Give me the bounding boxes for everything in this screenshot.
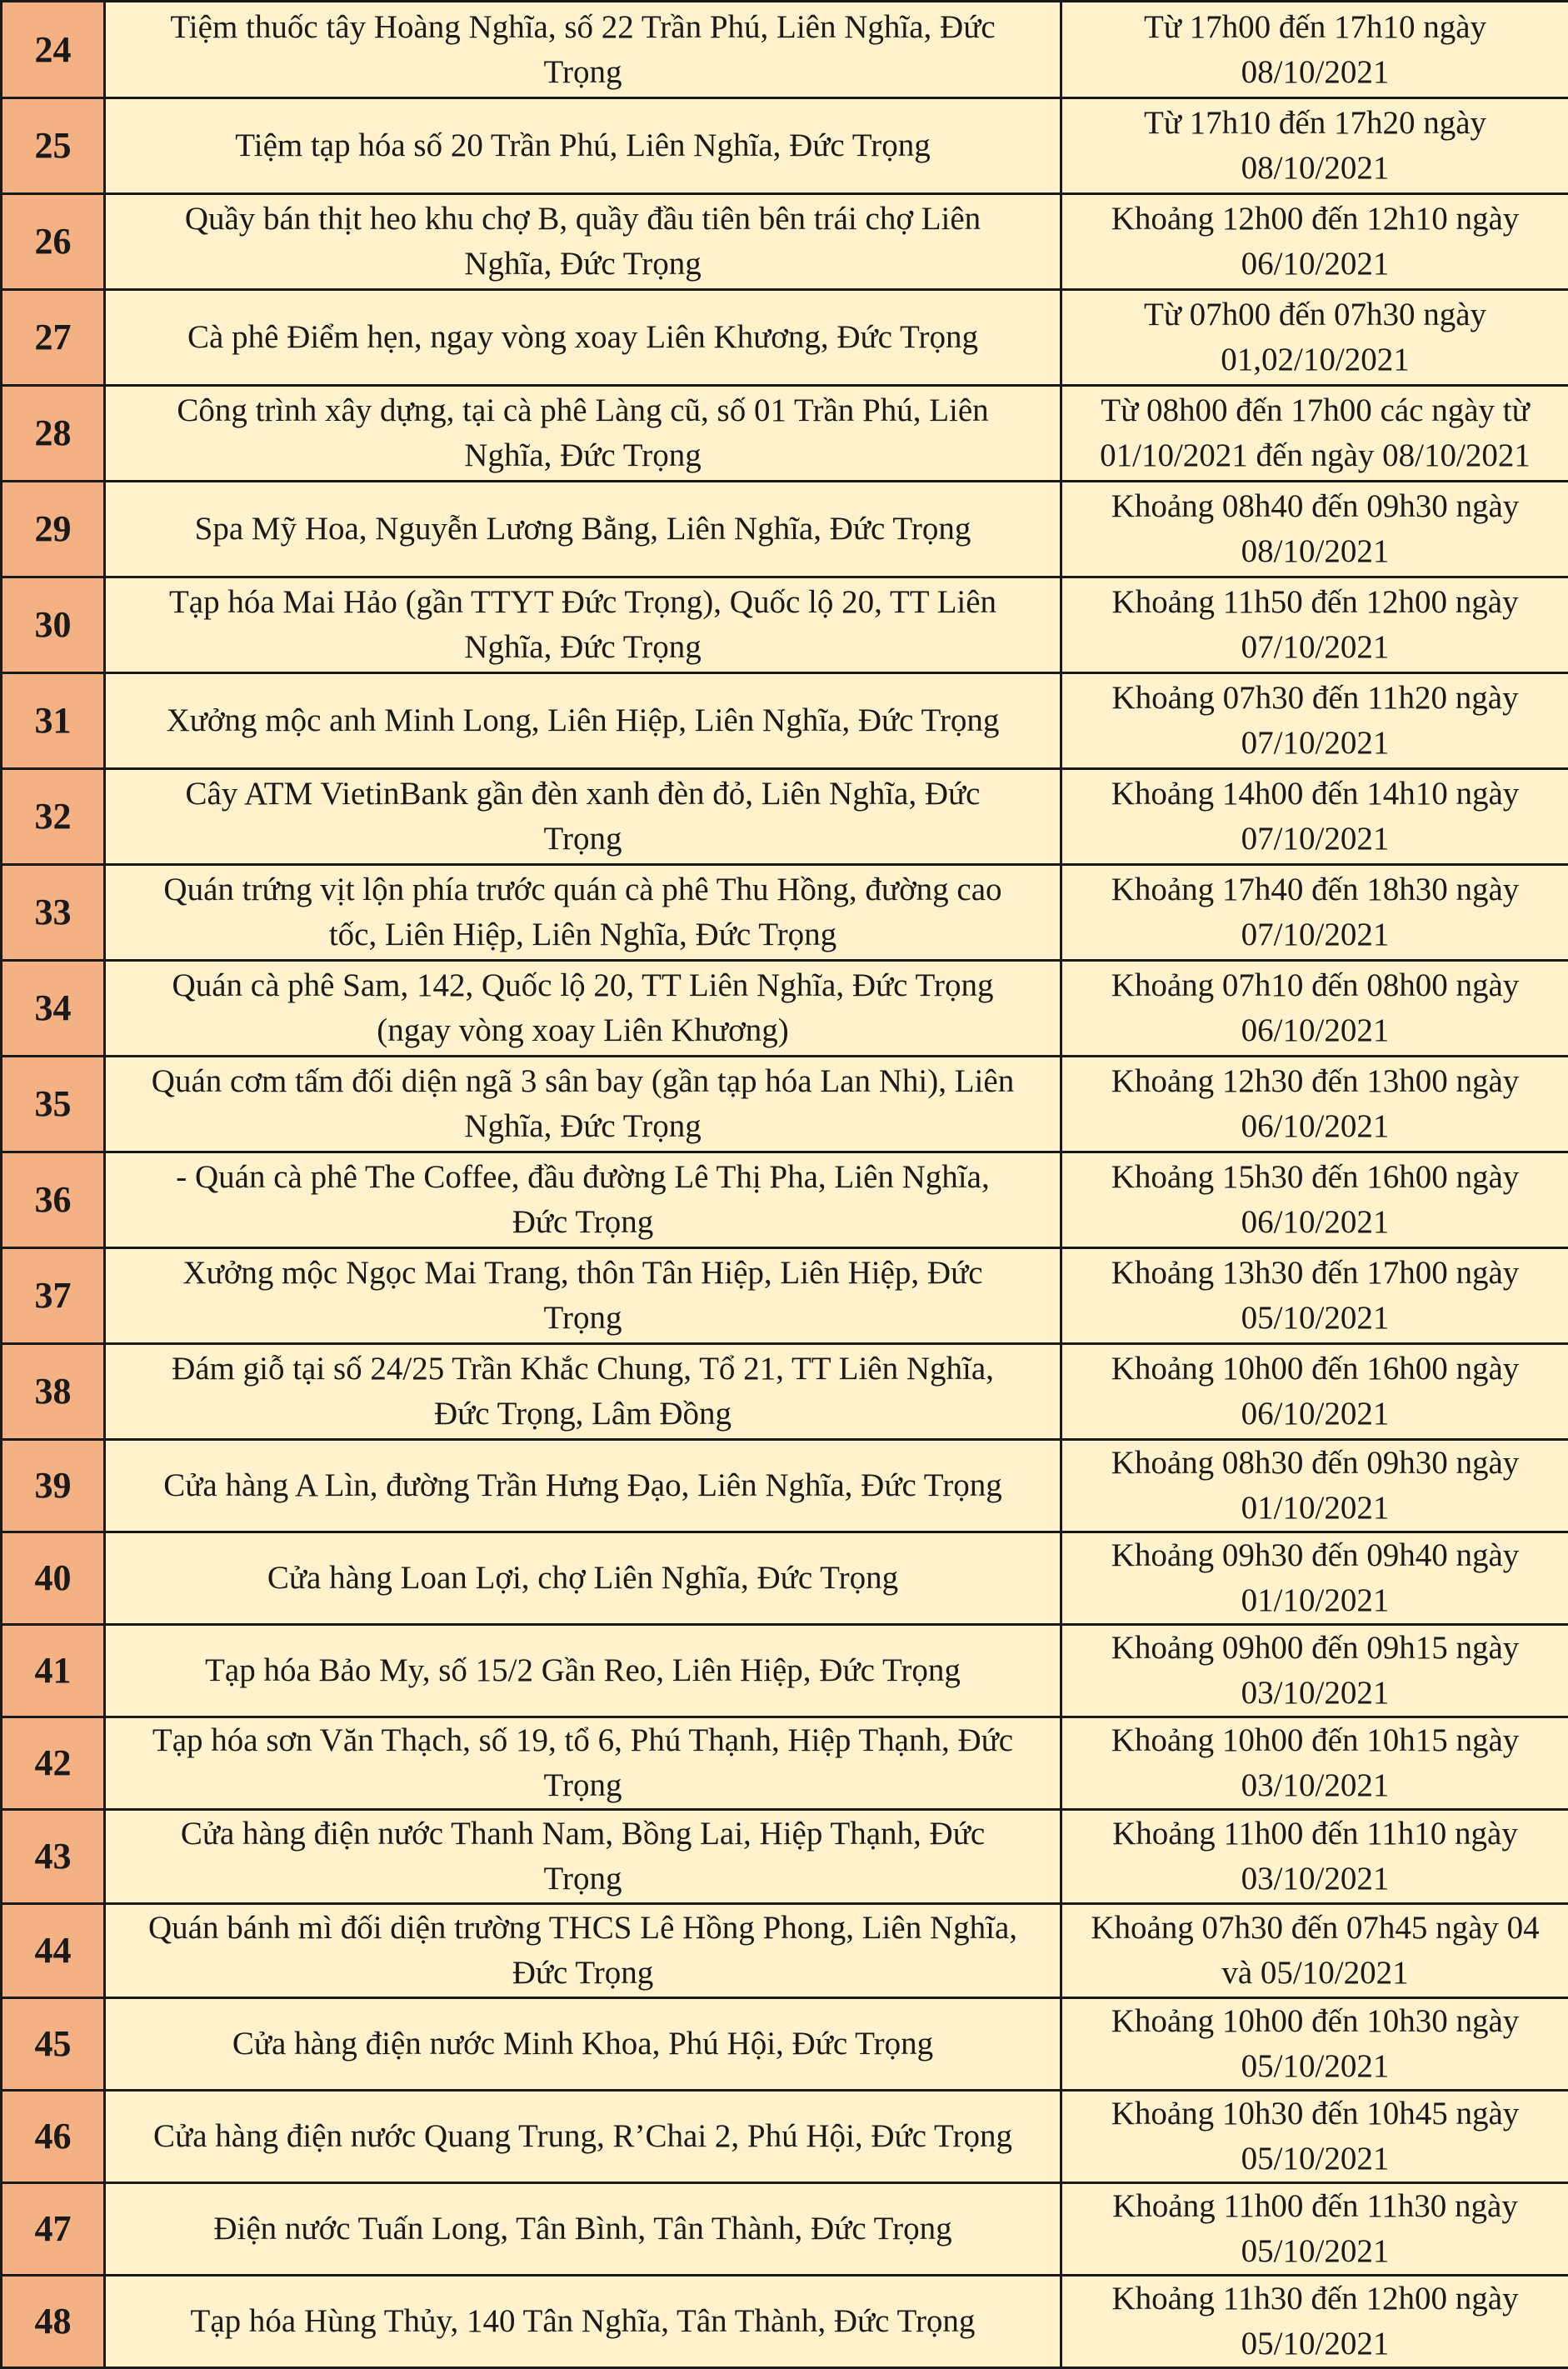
location-line: Tiệm thuốc tây Hoàng Nghĩa, số 22 Trần Phú, Liên Nghĩa, Đức	[112, 5, 1053, 50]
time-line: 01/10/2021 đến ngày 08/10/2021	[1069, 433, 1561, 478]
table-row	[2, 1344, 1568, 1440]
time-cell	[1061, 2091, 1568, 2183]
location-cell	[105, 673, 1061, 769]
time-line: Khoảng 17h40 đến 18h30 ngày	[1069, 867, 1561, 912]
table-row	[2, 577, 1568, 673]
time-line: 05/10/2021	[1069, 2322, 1561, 2367]
time-cell	[1061, 673, 1568, 769]
table-row	[2, 865, 1568, 961]
location-line: Quầy bán thịt heo khu chợ B, quầy đầu tiên bên trái chợ Liên	[112, 197, 1053, 242]
location-cell	[105, 1344, 1061, 1440]
table-row	[2, 2091, 1568, 2183]
row-number: 48	[2, 2276, 105, 2368]
table-row	[2, 1904, 1568, 1998]
row-number: 31	[2, 673, 105, 769]
row-number: 39	[2, 1440, 105, 1532]
time-line: Khoảng 11h00 đến 11h30 ngày	[1069, 2184, 1561, 2229]
time-line: 08/10/2021	[1069, 146, 1561, 191]
time-line: 06/10/2021	[1069, 1392, 1561, 1437]
location-line: Xưởng mộc anh Minh Long, Liên Hiệp, Liên Nghĩa, Đức Trọng	[112, 698, 1053, 743]
location-line: Tạp hóa Mai Hảo (gần TTYT Đức Trọng), Quốc lộ 20, TT Liên	[112, 580, 1053, 625]
row-number: 29	[2, 482, 105, 577]
time-cell	[1061, 1625, 1568, 1717]
location-line: Cửa hàng Loan Lợi, chợ Liên Nghĩa, Đức Trọng	[112, 1556, 1053, 1601]
table-row	[2, 290, 1568, 386]
table-row	[2, 1532, 1568, 1625]
time-cell	[1061, 1717, 1568, 1810]
time-line: Khoảng 11h50 đến 12h00 ngày	[1069, 580, 1561, 625]
row-number: 33	[2, 865, 105, 961]
table-row	[2, 1998, 1568, 2091]
time-line: Từ 17h10 đến 17h20 ngày	[1069, 101, 1561, 146]
time-line: 01,02/10/2021	[1069, 337, 1561, 382]
location-cell	[105, 194, 1061, 290]
time-line: Khoảng 10h30 đến 10h45 ngày	[1069, 2092, 1561, 2137]
time-line: 03/10/2021	[1069, 1857, 1561, 1902]
location-line: Spa Mỹ Hoa, Nguyễn Lương Bằng, Liên Nghĩa, Đức Trọng	[112, 507, 1053, 552]
location-line: Đám giỗ tại số 24/25 Trần Khắc Chung, Tổ 21, TT Liên Nghĩa,	[112, 1347, 1053, 1392]
time-line: Khoảng 15h30 đến 16h00 ngày	[1069, 1155, 1561, 1200]
table-row	[2, 1810, 1568, 1904]
location-line: Quán cơm tấm đối diện ngã 3 sân bay (gần tạp hóa Lan Nhi), Liên	[112, 1059, 1053, 1104]
time-line: 07/10/2021	[1069, 625, 1561, 670]
row-number: 25	[2, 98, 105, 194]
row-number: 36	[2, 1152, 105, 1248]
location-line: Nghĩa, Đức Trọng	[112, 625, 1053, 670]
table-row	[2, 98, 1568, 194]
time-line: Khoảng 07h30 đến 07h45 ngày 04	[1069, 1906, 1561, 1951]
time-cell	[1061, 2, 1568, 98]
time-line: Khoảng 11h00 đến 11h10 ngày	[1069, 1812, 1561, 1857]
time-line: 05/10/2021	[1069, 1296, 1561, 1341]
time-line: 01/10/2021	[1069, 1578, 1561, 1623]
row-number: 38	[2, 1344, 105, 1440]
row-number: 37	[2, 1248, 105, 1344]
time-line: Từ 17h00 đến 17h10 ngày	[1069, 5, 1561, 50]
time-line: Khoảng 10h00 đến 10h15 ngày	[1069, 1718, 1561, 1763]
location-cell	[105, 1248, 1061, 1344]
location-cell	[105, 1810, 1061, 1904]
location-line: Tạp hóa Hùng Thủy, 140 Tân Nghĩa, Tân Thành, Đức Trọng	[112, 2299, 1053, 2344]
row-number: 32	[2, 769, 105, 865]
time-line: 06/10/2021	[1069, 242, 1561, 287]
location-cell	[105, 1717, 1061, 1810]
table-row	[2, 2183, 1568, 2276]
time-line: 06/10/2021	[1069, 1200, 1561, 1245]
location-line: Đức Trọng	[112, 1200, 1053, 1245]
time-cell	[1061, 194, 1568, 290]
time-line: 06/10/2021	[1069, 1104, 1561, 1149]
location-line: Tiệm tạp hóa số 20 Trần Phú, Liên Nghĩa, Đức Trọng	[112, 123, 1053, 168]
time-line: 05/10/2021	[1069, 2044, 1561, 2089]
location-cell	[105, 1532, 1061, 1625]
location-cell	[105, 865, 1061, 961]
location-cell	[105, 1152, 1061, 1248]
table-body	[2, 2, 1568, 2368]
location-cell	[105, 386, 1061, 482]
location-line: Điện nước Tuấn Long, Tân Bình, Tân Thành, Đức Trọng	[112, 2207, 1053, 2252]
table-row	[2, 961, 1568, 1057]
row-number: 28	[2, 386, 105, 482]
location-cell	[105, 290, 1061, 386]
location-line: Cửa hàng điện nước Thanh Nam, Bồng Lai, Hiệp Thạnh, Đức	[112, 1812, 1053, 1857]
row-number: 26	[2, 194, 105, 290]
location-cell	[105, 1625, 1061, 1717]
time-line: Từ 08h00 đến 17h00 các ngày từ	[1069, 388, 1561, 433]
table-row	[2, 1625, 1568, 1717]
location-line: Đức Trọng, Lâm Đồng	[112, 1392, 1053, 1437]
row-number: 41	[2, 1625, 105, 1717]
location-line: Cửa hàng A Lìn, đường Trần Hưng Đạo, Liên Nghĩa, Đức Trọng	[112, 1463, 1053, 1508]
table-row	[2, 386, 1568, 482]
time-line: 08/10/2021	[1069, 50, 1561, 95]
location-line: Xưởng mộc Ngọc Mai Trang, thôn Tân Hiệp, Liên Hiệp, Đức	[112, 1251, 1053, 1296]
time-line: 01/10/2021	[1069, 1486, 1561, 1531]
time-cell	[1061, 1998, 1568, 2091]
time-line: Khoảng 13h30 đến 17h00 ngày	[1069, 1251, 1561, 1296]
row-number: 47	[2, 2183, 105, 2276]
time-line: Khoảng 08h30 đến 09h30 ngày	[1069, 1441, 1561, 1486]
time-cell	[1061, 386, 1568, 482]
time-line: 03/10/2021	[1069, 1763, 1561, 1808]
row-number: 45	[2, 1998, 105, 2091]
location-line: Đức Trọng	[112, 1951, 1053, 1996]
time-cell	[1061, 2276, 1568, 2368]
time-line: 05/10/2021	[1069, 2229, 1561, 2274]
row-number: 30	[2, 577, 105, 673]
table-row	[2, 2, 1568, 98]
row-number: 44	[2, 1904, 105, 1998]
location-cell	[105, 2276, 1061, 2368]
time-line: và 05/10/2021	[1069, 1951, 1561, 1996]
time-cell	[1061, 1248, 1568, 1344]
time-line: 08/10/2021	[1069, 529, 1561, 574]
time-cell	[1061, 577, 1568, 673]
row-number: 43	[2, 1810, 105, 1904]
table-row	[2, 194, 1568, 290]
row-number: 46	[2, 2091, 105, 2183]
location-line: Cửa hàng điện nước Minh Khoa, Phú Hội, Đức Trọng	[112, 2022, 1053, 2067]
table-row	[2, 2276, 1568, 2368]
time-cell	[1061, 1057, 1568, 1152]
location-cell	[105, 961, 1061, 1057]
location-line: tốc, Liên Hiệp, Liên Nghĩa, Đức Trọng	[112, 912, 1053, 957]
time-line: 05/10/2021	[1069, 2137, 1561, 2182]
time-line: Khoảng 14h00 đến 14h10 ngày	[1069, 772, 1561, 817]
location-cell	[105, 2, 1061, 98]
time-cell	[1061, 961, 1568, 1057]
table-row	[2, 1152, 1568, 1248]
row-number: 40	[2, 1532, 105, 1625]
location-line: Trọng	[112, 1296, 1053, 1341]
time-line: Khoảng 10h00 đến 10h30 ngày	[1069, 1999, 1561, 2044]
table-row	[2, 769, 1568, 865]
table-row	[2, 1717, 1568, 1810]
time-cell	[1061, 98, 1568, 194]
location-line: Cây ATM VietinBank gần đèn xanh đèn đỏ, Liên Nghĩa, Đức	[112, 772, 1053, 817]
location-cell	[105, 769, 1061, 865]
time-cell	[1061, 1532, 1568, 1625]
location-line: Cà phê Điểm hẹn, ngay vòng xoay Liên Khương, Đức Trọng	[112, 315, 1053, 360]
time-cell	[1061, 1440, 1568, 1532]
time-cell	[1061, 1152, 1568, 1248]
location-cell	[105, 482, 1061, 577]
location-line: Trọng	[112, 1857, 1053, 1902]
table-row	[2, 482, 1568, 577]
location-line: Trọng	[112, 50, 1053, 95]
time-line: Khoảng 11h30 đến 12h00 ngày	[1069, 2277, 1561, 2322]
location-cell	[105, 98, 1061, 194]
row-number: 24	[2, 2, 105, 98]
table-row	[2, 1440, 1568, 1532]
location-line: (ngay vòng xoay Liên Khương)	[112, 1008, 1053, 1053]
time-line: Khoảng 09h00 đến 09h15 ngày	[1069, 1626, 1561, 1671]
location-line: Tạp hóa sơn Văn Thạch, số 19, tổ 6, Phú Thạnh, Hiệp Thạnh, Đức	[112, 1718, 1053, 1763]
time-line: Khoảng 12h30 đến 13h00 ngày	[1069, 1059, 1561, 1104]
location-line: - Quán cà phê The Coffee, đầu đường Lê Thị Pha, Liên Nghĩa,	[112, 1155, 1053, 1200]
location-line: Cửa hàng điện nước Quang Trung, R’Chai 2, Phú Hội, Đức Trọng	[112, 2114, 1053, 2159]
time-cell	[1061, 1904, 1568, 1998]
location-line: Công trình xây dựng, tại cà phê Làng cũ, số 01 Trần Phú, Liên	[112, 388, 1053, 433]
location-line: Nghĩa, Đức Trọng	[112, 1104, 1053, 1149]
time-line: Khoảng 08h40 đến 09h30 ngày	[1069, 484, 1561, 529]
row-number: 27	[2, 290, 105, 386]
table-row	[2, 1248, 1568, 1344]
row-number: 34	[2, 961, 105, 1057]
location-cell	[105, 1440, 1061, 1532]
time-line: 07/10/2021	[1069, 912, 1561, 957]
table-row	[2, 673, 1568, 769]
row-number: 35	[2, 1057, 105, 1152]
location-cell	[105, 1998, 1061, 2091]
time-line: Khoảng 12h00 đến 12h10 ngày	[1069, 197, 1561, 242]
location-line: Quán bánh mì đối diện trường THCS Lê Hồng Phong, Liên Nghĩa,	[112, 1906, 1053, 1951]
location-cell	[105, 2091, 1061, 2183]
location-line: Trọng	[112, 1763, 1053, 1808]
time-line: Từ 07h00 đến 07h30 ngày	[1069, 292, 1561, 337]
time-cell	[1061, 769, 1568, 865]
time-line: 06/10/2021	[1069, 1008, 1561, 1053]
time-cell	[1061, 290, 1568, 386]
time-line: 07/10/2021	[1069, 817, 1561, 862]
time-cell	[1061, 1344, 1568, 1440]
time-cell	[1061, 1810, 1568, 1904]
time-line: 03/10/2021	[1069, 1671, 1561, 1716]
location-cell	[105, 1057, 1061, 1152]
time-line: 07/10/2021	[1069, 721, 1561, 766]
location-cell	[105, 577, 1061, 673]
time-cell	[1061, 482, 1568, 577]
time-line: Khoảng 09h30 đến 09h40 ngày	[1069, 1533, 1561, 1578]
table-row	[2, 1057, 1568, 1152]
location-line: Nghĩa, Đức Trọng	[112, 242, 1053, 287]
time-line: Khoảng 10h00 đến 16h00 ngày	[1069, 1347, 1561, 1392]
location-line: Trọng	[112, 817, 1053, 862]
time-cell	[1061, 865, 1568, 961]
location-line: Tạp hóa Bảo My, số 15/2 Gần Reo, Liên Hiệp, Đức Trọng	[112, 1648, 1053, 1693]
location-line: Quán cà phê Sam, 142, Quốc lộ 20, TT Liên Nghĩa, Đức Trọng	[112, 963, 1053, 1008]
location-cell	[105, 1904, 1061, 1998]
location-cell	[105, 2183, 1061, 2276]
row-number: 42	[2, 1717, 105, 1810]
time-line: Khoảng 07h10 đến 08h00 ngày	[1069, 963, 1561, 1008]
time-line: Khoảng 07h30 đến 11h20 ngày	[1069, 676, 1561, 721]
location-line: Nghĩa, Đức Trọng	[112, 433, 1053, 478]
location-line: Quán trứng vịt lộn phía trước quán cà phê Thu Hồng, đường cao	[112, 867, 1053, 912]
time-cell	[1061, 2183, 1568, 2276]
